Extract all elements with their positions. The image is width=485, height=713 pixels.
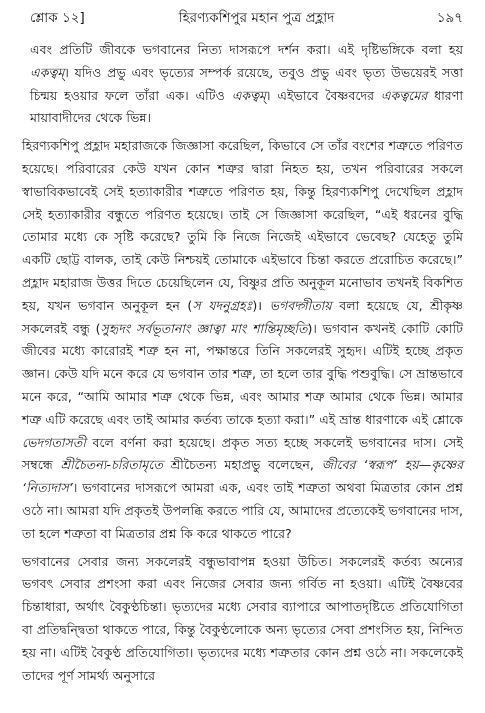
text-run: ভগবানের সেবার জন্য সকলেরই বন্ধুভাবাপন্ন হওয়া উচিত। সকলেরই কর্তব্য অন্যের ভগবৎ সেবার প্রশংসা করা এবং নিজের সেবার জন্য গর্বিত না হওয়া। এটিই বৈষ্ণবের চিন্তাধারা, অর্থাৎ বৈকুণ্ঠচিন্তা। ভৃত্যদের মধ্যে সেবার ব্যাপারে আপাতদৃষ্টিতে প্রতিযোগিতা বা প্রতিদ্বন্দ্বিতা থাকতে পারে, কিন্তু বৈকুণ্ঠলোকে অন্য ভৃত্যের সেবা প্রশংসিত হয়, নিন্দিত হয় না। এটিই বৈকুণ্ঠ প্রতিযোগিতা। ভৃত্যদের মধ্যে শত্রুতার কোন প্রশ্ন ওঠে না। সকলেকেই তাদের পূর্ণ সামর্থ্য অনুসারে <box>22 553 463 683</box>
text-run: শ্রীচৈতন্য মহাপ্রভু বলেছেন, <box>162 457 322 473</box>
text-run: এবং প্রতিটি জীবকে ভগবানের নিত্য দাসরূপে দর্শন করা। এই দৃষ্টিভঙ্গিকে বলা হয় <box>30 42 463 57</box>
paragraph-p2 <box>22 135 463 545</box>
italic-term: ভেদগতাসতী <box>22 434 86 450</box>
italic-term: স যদনুগ্রহঃ <box>192 297 253 313</box>
italic-term: ভগবদ্গীতায় <box>269 297 332 313</box>
italic-term: একত্বম্ <box>231 87 267 103</box>
text-run: । যদিও প্রভু এবং ভৃত্যের সম্পর্ক রয়েছে, তবুও প্রভু এবং ভৃত্য উভয়েরই সত্তা চিন্ময় হওয়ার ফলে তাঁরা এক। এটিও <box>30 64 463 103</box>
verse-reference: শ্লোক ১২] <box>30 10 85 26</box>
text-run: )। ভগবান কখনই কোটি কোটি জীবের মধ্যে কারোরই শত্রু হন না, পক্ষান্তরে তিনি সকলেরই সুহৃদ। এটিই হচ্ছে প্রকৃত জ্ঞান। কেউ যদি মনে করে যে ভগবান তার শত্রু, তা হলে তার বুদ্ধি পশুবুদ্ধি। সে ভ্রান্তভাবে মনে করে, “আমি আমার শত্রু থেকে ভিন্ন, এবং আমার শত্রু আমার থেকে ভিন্ন। আমার শত্রু এটি করেছে এবং তাই আমার কর্তব্য তাকে হত্যা করা।” এই ভ্রান্ত ধারণাকে এই শ্লোকে <box>22 320 463 427</box>
body-text <box>22 39 463 687</box>
text-run: । ভগবানের দাসরূপে আমরা এক, এবং তাই শত্রুতা অথবা মিত্রতার কোন প্রশ্ন ওঠে না। আমরা যদি প্রকৃতই উপলব্ধি করতে পারি যে, আমাদের প্রত্যেকেই ভগবানের দাস, তা হলে শত্রুতা বা মিত্রতার প্রশ্ন কি করে থাকতে পারে? <box>22 480 463 541</box>
text-run: হিরণ্যকশিপু প্রহ্লাদ মহারাজকে জিজ্ঞাসা করেছিল, কিভাবে সে তাঁর বংশের শত্রুতে পরিণত হয়েছে। পরিবারের কেউ যখন কোন শত্রুর দ্বারা নিহত হয়, তখন পরিবারের সকলে স্বাভাবিকভাবেই সেই হত্যাকারীর শত্রুতে পরিণত হয়, কিন্তু হিরণ্যকশিপু দেখেছিল প্রহ্লাদ সেই হত্যাকারীর বন্ধুতে পরিণত হয়েছে। তাই সে জিজ্ঞাসা করেছিল, “এই ধরনের বুদ্ধি তোমার মধ্যে কে সৃষ্টি করেছে? তুমি কি নিজে নিজেই এইভাবে ভেবেছ? যেহেতু তুমি একটি ছোট্ট বালক, তাই কেউ নিশ্চয়ই তোমাকে এইভাবে চিন্তা করতে প্ররোচিত করেছে।” প্রহ্লাদ মহারাজ উত্তর দিতে চেয়েছিলেন যে, বিষ্ণুর প্রতি অনুকূল মনোভাব তখনই বিকশিত হয়, যখন ভগবান অনুকূল হন ( <box>22 138 463 313</box>
italic-term: জীবের ‘স্বরূপ’ হয়—কৃষ্ণের ‘নিত্যদাস’ <box>22 457 463 496</box>
paragraph-p3 <box>22 551 463 688</box>
running-header <box>30 8 463 31</box>
italic-term: একত্বম্ <box>30 64 65 80</box>
page-number: ১৯৭ <box>436 10 463 26</box>
text-run: । এইভাবে বৈষ্ণবদের <box>266 87 381 103</box>
paragraph-p1 <box>30 39 463 130</box>
chapter-title: হিরণ্যকশিপুর মহান পুত্র প্রহ্লাদ <box>178 10 335 26</box>
italic-term: সুহৃদং সর্বভূতানাং জ্ঞাত্বা মাং শান্তিমৃচ্ছতি <box>100 320 308 336</box>
italic-term: একত্বমের <box>380 87 428 103</box>
text-run: বলা হয়েছে যে, শ্রীকৃষ্ণ সকলেরই বন্ধু ( <box>22 297 463 336</box>
text-run: ধারণা মায়াবাদীদের থেকে ভিন্ন। <box>30 87 463 126</box>
text-run: )। <box>252 297 270 313</box>
text-run: বলে বর্ণনা করা হয়েছে। প্রকৃত সত্য হচ্ছে সকলেই ভগবানের দাস। সেই সম্বন্ধে <box>22 434 463 473</box>
italic-term: শ্রীচৈতন্য-চরিতামৃতে <box>60 457 163 473</box>
